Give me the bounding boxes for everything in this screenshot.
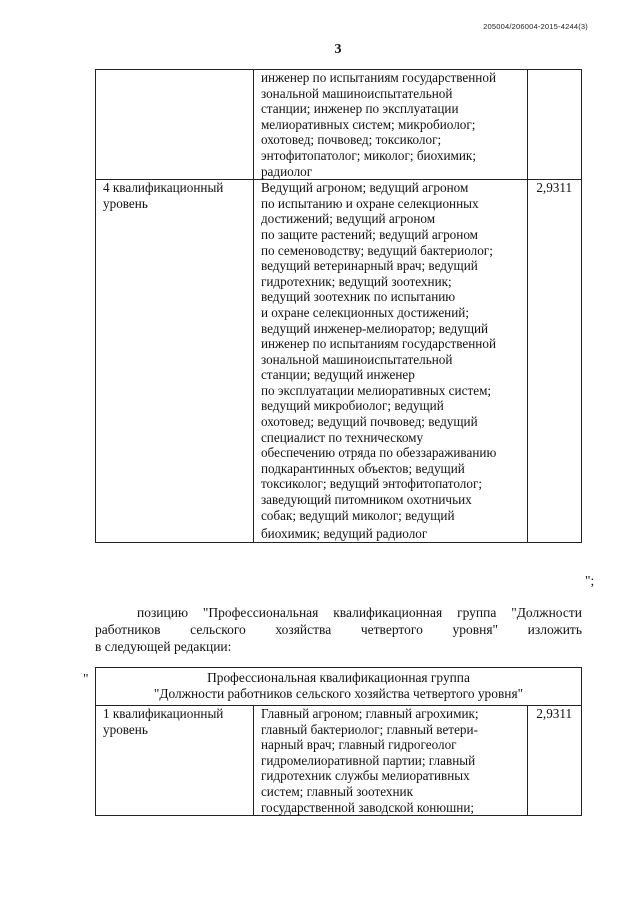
position-line: гидротехник службы мелиоративных — [260, 768, 470, 784]
table-row — [96, 706, 582, 816]
positions-cell — [253, 70, 527, 180]
table-row — [96, 180, 582, 543]
document-code: 205004/206004-2015-4244(3) — [483, 22, 588, 31]
level-label: 1 квалификационный — [103, 706, 224, 721]
position-line: обеспечению отряда по обеззараживанию — [260, 445, 497, 461]
position-line: нарный врач; главный гидрогеолог — [260, 737, 457, 753]
coefficient-cell — [528, 180, 582, 543]
level-cell — [96, 70, 254, 180]
position-line: охотовед; ведущий почвовед; ведущий — [260, 414, 478, 430]
group-header — [96, 668, 582, 706]
level-label: уровень — [103, 721, 148, 737]
position-line: радиолог — [260, 163, 313, 179]
closing-quote: "; — [585, 573, 595, 588]
position-line: главный бактериолог; главный ветери- — [260, 721, 478, 737]
position-line: и охране селекционных достижений; — [260, 304, 470, 320]
position-line: по испытанию и охране селекционных — [260, 195, 479, 211]
position-line: подкарантинных объектов; ведущий — [260, 460, 465, 476]
position-line: инженер по испытаниям государственной — [260, 70, 497, 85]
position-line: ведущий инженер-мелиоратор; ведущий — [260, 320, 489, 336]
position-line: ведущий зоотехник по испытанию — [260, 289, 456, 305]
position-line: специалист по техническому — [260, 429, 424, 445]
position-line: ведущий микробиолог; ведущий — [260, 398, 444, 414]
position-line: по защите растений; ведущий агроном — [260, 226, 479, 242]
position-line: по семеноводству; ведущий бактериолог; — [260, 242, 493, 258]
amendment-paragraph — [95, 604, 582, 655]
position-line: зональной машиноиспытательной — [260, 351, 453, 367]
coefficient-cell — [528, 706, 582, 816]
position-line: заведующий питомником охотничьих — [260, 492, 472, 508]
position-line: биохимик; ведущий радиолог — [260, 526, 428, 542]
paragraph-line: работников сельского хозяйства четвертого уровня" изложить — [95, 622, 582, 637]
coefficient-cell — [528, 70, 582, 180]
position-line: станции; инженер по эксплуатации — [260, 101, 459, 117]
table-row — [96, 70, 582, 180]
coefficient-value: 2,9311 — [536, 180, 573, 196]
opening-quote: " — [83, 671, 89, 686]
qualification-table-bottom — [95, 667, 582, 816]
position-line: Главный агроном; главный агрохимик; — [260, 706, 479, 721]
level-cell — [96, 706, 254, 816]
position-line: гидромелиоративной партии; главный — [260, 752, 476, 768]
position-line: токсиколог; ведущий энтофитопатолог; — [260, 476, 483, 492]
position-line: по эксплуатации мелиоративных систем; — [260, 382, 492, 398]
position-line: собак; ведущий миколог; ведущий — [260, 507, 455, 523]
paragraph-line: позицию "Профессиональная квалификационная группа "Должности — [137, 605, 582, 620]
positions-cell — [253, 180, 527, 543]
page-number: 3 — [334, 42, 342, 57]
level-label: 4 квалификационный — [103, 180, 224, 196]
level-label: уровень — [103, 195, 148, 211]
position-line: зональной машиноиспытательной — [260, 85, 453, 101]
position-line: станции; ведущий инженер — [260, 367, 415, 383]
position-line: систем; главный зоотехник — [260, 783, 413, 799]
coefficient-value: 2,9311 — [536, 706, 573, 721]
position-line: достижений; ведущий агроном — [260, 211, 436, 227]
group-header-line: Профессиональная квалификационная группа — [207, 670, 470, 685]
position-line: мелиоративных систем; микробиолог; — [260, 116, 476, 132]
position-line: Ведущий агроном; ведущий агроном — [260, 180, 469, 196]
positions-cell — [253, 706, 527, 816]
position-line: государственной заводской конюшни; — [260, 799, 475, 815]
level-cell — [96, 180, 254, 543]
table-header-row — [96, 668, 582, 706]
position-line: энтофитопатолог; миколог; биохимик; — [260, 147, 477, 163]
qualification-table-top — [95, 69, 582, 543]
position-line: охотовед; почвовед; токсиколог; — [260, 132, 442, 148]
group-header-line: "Должности работников сельского хозяйства четвертого уровня" — [153, 686, 524, 701]
position-line: ведущий ветеринарный врач; ведущий — [260, 258, 478, 274]
position-line: инженер по испытаниям государственной — [260, 336, 497, 352]
position-line: гидротехник; ведущий зоотехник; — [260, 273, 452, 289]
paragraph-line: в следующей редакции: — [95, 639, 232, 654]
